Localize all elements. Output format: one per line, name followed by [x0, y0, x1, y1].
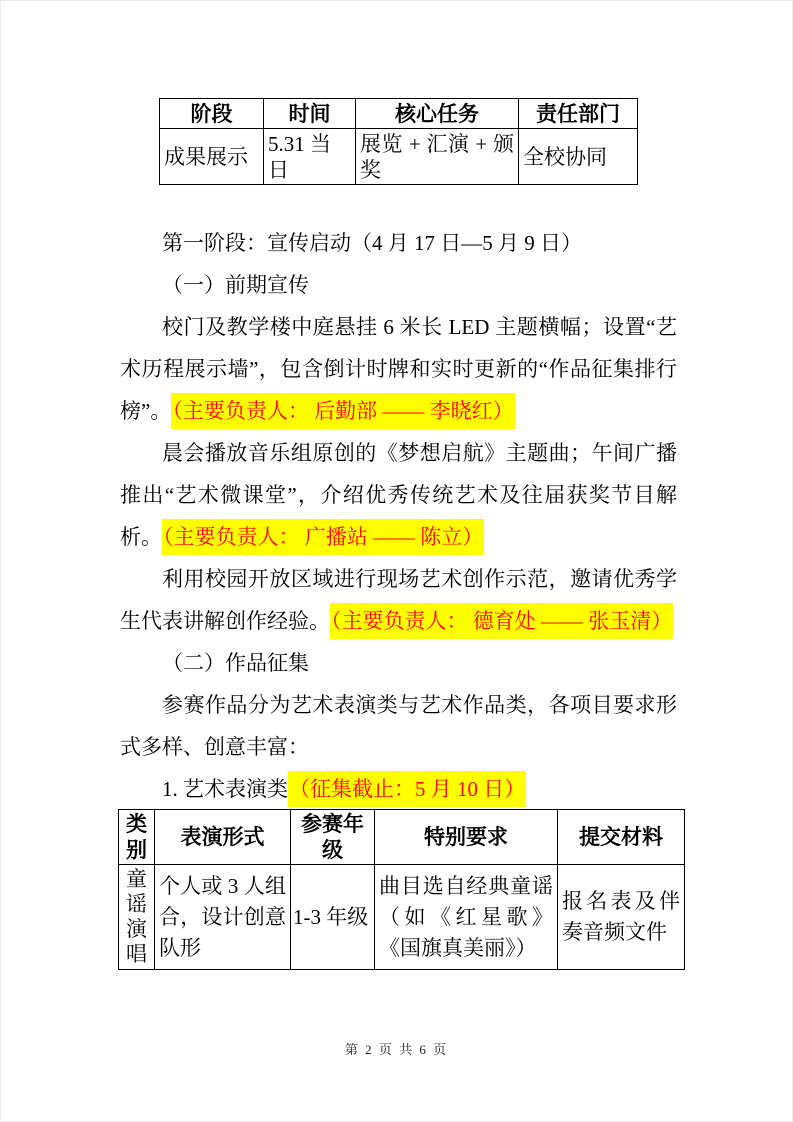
performance-table-row: [119, 865, 685, 970]
paragraph-publicity: [120, 306, 677, 432]
phase-table: [159, 98, 638, 185]
paragraph-publicity-text: 校门及教学楼中庭悬挂 6 米长 LED 主题横幅；设置“艺术历程展示墙”，包含倒计时牌和实时更新的“作品征集排行榜”。: [120, 315, 677, 423]
paragraph-demo-text: 利用校园开放区域进行现场艺术创作示范，邀请优秀学生代表讲解创作经验。: [120, 567, 677, 633]
perf-cell-category: 童谣演唱: [119, 865, 155, 970]
paragraph-collection: 参赛作品分为艺术表演类与艺术作品类，各项目要求形式多样、创意丰富：: [120, 693, 677, 759]
stage1-title: 第一阶段：宣传启动（4 月 17 日—5 月 9 日）: [162, 231, 582, 255]
phase-table-header-time: 时间: [264, 99, 356, 129]
phase-table-cell-task: 展览 + 汇演 + 颁奖: [356, 129, 519, 185]
perf-header-grade: 参赛年级: [291, 810, 375, 865]
page-footer: 第 2 页 共 6 页: [344, 1042, 449, 1057]
perf-cell-grade: 1-3 年级: [291, 865, 375, 970]
perf-header-material: 提交材料: [558, 810, 685, 865]
perf-header-category: 类别: [119, 810, 155, 865]
section1-heading: （一）前期宣传: [162, 273, 309, 297]
paragraph-broadcast: [120, 432, 677, 558]
responsible-highlight-broadcast: （主要负责人： 广播站 —— 陈立）: [162, 519, 484, 555]
perf-cell-material: 报名表及伴奏音频文件: [558, 865, 685, 970]
document-content: [120, 98, 680, 970]
item1-line: [120, 768, 677, 810]
phase-table-header-dept: 责任部门: [519, 99, 638, 129]
responsible-highlight-logistics: （主要负责人： 后勤部 —— 李晓红）: [171, 393, 514, 429]
phase-table-header-task: 核心任务: [356, 99, 519, 129]
section2-heading: （二）作品征集: [162, 651, 309, 675]
phase-table-header-stage: 阶段: [160, 99, 264, 129]
paragraph-demo: [120, 558, 677, 642]
phase-table-header-row: [160, 99, 638, 129]
phase-table-row: [160, 129, 638, 185]
perf-cell-requirement: 曲目选自经典童谣（如《红星歌》《国旗真美丽》）: [375, 865, 558, 970]
performance-table-header-row: [119, 810, 685, 865]
responsible-highlight-moral-edu: （主要负责人： 德育处 —— 张玉清）: [330, 603, 673, 639]
deadline-highlight: （征集截止：5 月 10 日）: [288, 771, 526, 807]
phase-table-cell-stage: 成果展示: [160, 129, 264, 185]
perf-cell-form: 个人或 3 人组合，设计创意队形: [155, 865, 291, 970]
phase-table-cell-time: 5.31 当日: [264, 129, 356, 185]
phase-table-cell-dept: 全校协同: [519, 129, 638, 185]
item1-label: 1. 艺术表演类: [162, 777, 288, 801]
performance-table: [118, 809, 685, 970]
perf-header-requirement: 特别要求: [375, 810, 558, 865]
paragraph-broadcast-text: 晨会播放音乐组原创的《梦想启航》主题曲；午间广播推出“艺术微课堂”，介绍优秀传统艺术及往届获奖节目解析。: [120, 441, 677, 549]
perf-header-form: 表演形式: [155, 810, 291, 865]
